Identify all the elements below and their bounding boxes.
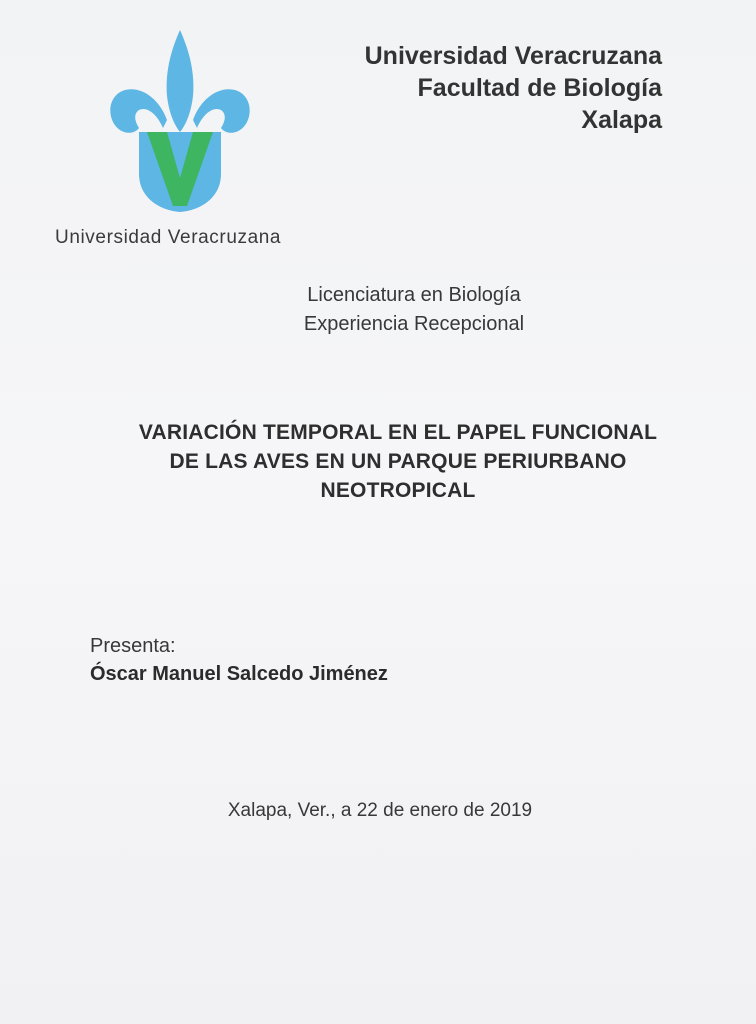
university-name: Universidad Veracruzana (364, 42, 662, 70)
presenter-label: Presenta: (90, 635, 176, 657)
modality: Experiencia Recepcional (303, 313, 525, 335)
campus-name: Xalapa (581, 106, 662, 134)
title-line-2: DE LAS AVES EN UN PARQUE PERIURBANO (169, 450, 627, 473)
title-line-3: NEOTROPICAL (320, 479, 476, 502)
place-and-date: Xalapa, Ver., a 22 de enero de 2019 (227, 800, 533, 821)
title-line-1: VARIACIÓN TEMPORAL EN EL PAPEL FUNCIONAL (138, 421, 658, 444)
presenter-name: Óscar Manuel Salcedo Jiménez (90, 663, 388, 685)
faculty-name: Facultad de Biología (417, 74, 662, 102)
program-info (0, 281, 756, 339)
logo-wordmark: Universidad Veracruzana (55, 227, 282, 248)
university-emblem-icon (105, 28, 255, 216)
presenter-section (90, 632, 388, 688)
degree-program: Licenciatura en Biología (307, 284, 521, 306)
institution-header (365, 40, 662, 136)
thesis-title (0, 418, 756, 505)
